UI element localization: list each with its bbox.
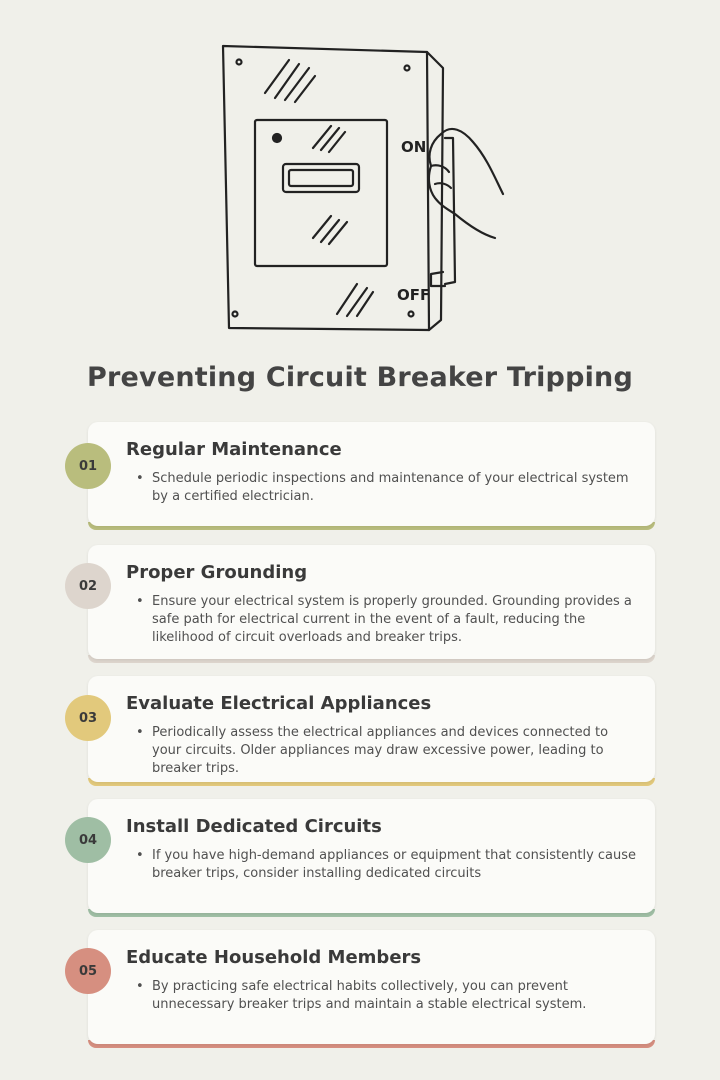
step-number-badge: 04: [65, 817, 111, 863]
circuit-breaker-drawing: [205, 38, 525, 338]
on-label: ON: [401, 138, 427, 156]
step-heading: Regular Maintenance: [126, 439, 342, 460]
step-card: [88, 799, 655, 913]
circuit-breaker-illustration: [205, 38, 525, 338]
page-title: Preventing Circuit Breaker Tripping: [87, 362, 633, 393]
step-heading: Evaluate Electrical Appliances: [126, 693, 432, 714]
step-card: [88, 930, 655, 1044]
step-card: [88, 545, 655, 659]
step-heading: Proper Grounding: [126, 562, 308, 583]
off-label: OFF: [397, 286, 431, 304]
step-description: • If you have high-demand appliances or equipment that consistently cause breaker trips, consider installing dedicated circuits: [136, 848, 637, 881]
step-number-badge: 02: [65, 563, 111, 609]
step-description: • Periodically assess the electrical appliances and devices connected to your circuits. Older appliances may draw excessive power, leading to breaker trips.: [136, 725, 609, 776]
step-heading: Install Dedicated Circuits: [126, 816, 382, 837]
step-description: • Ensure your electrical system is properly grounded. Grounding provides a safe path for electrical current in the event of a fault, reducing the likelihood of circuit overloads and breaker trips.: [136, 594, 632, 645]
step-number-badge: 01: [65, 443, 111, 489]
step-description: • Schedule periodic inspections and maintenance of your electrical system by a certified electrician.: [136, 471, 629, 504]
card-accent-bar: [88, 1040, 655, 1048]
step-number-badge: 03: [65, 695, 111, 741]
step-heading: Educate Household Members: [126, 947, 422, 968]
step-description: • By practicing safe electrical habits collectively, you can prevent unnecessary breaker trips and maintain a stable electrical system.: [136, 979, 587, 1012]
card-accent-bar: [88, 655, 655, 663]
card-accent-bar: [88, 522, 655, 530]
step-card: [88, 676, 655, 782]
card-accent-bar: [88, 778, 655, 786]
step-number-badge: 05: [65, 948, 111, 994]
card-accent-bar: [88, 909, 655, 917]
step-card: [88, 422, 655, 526]
